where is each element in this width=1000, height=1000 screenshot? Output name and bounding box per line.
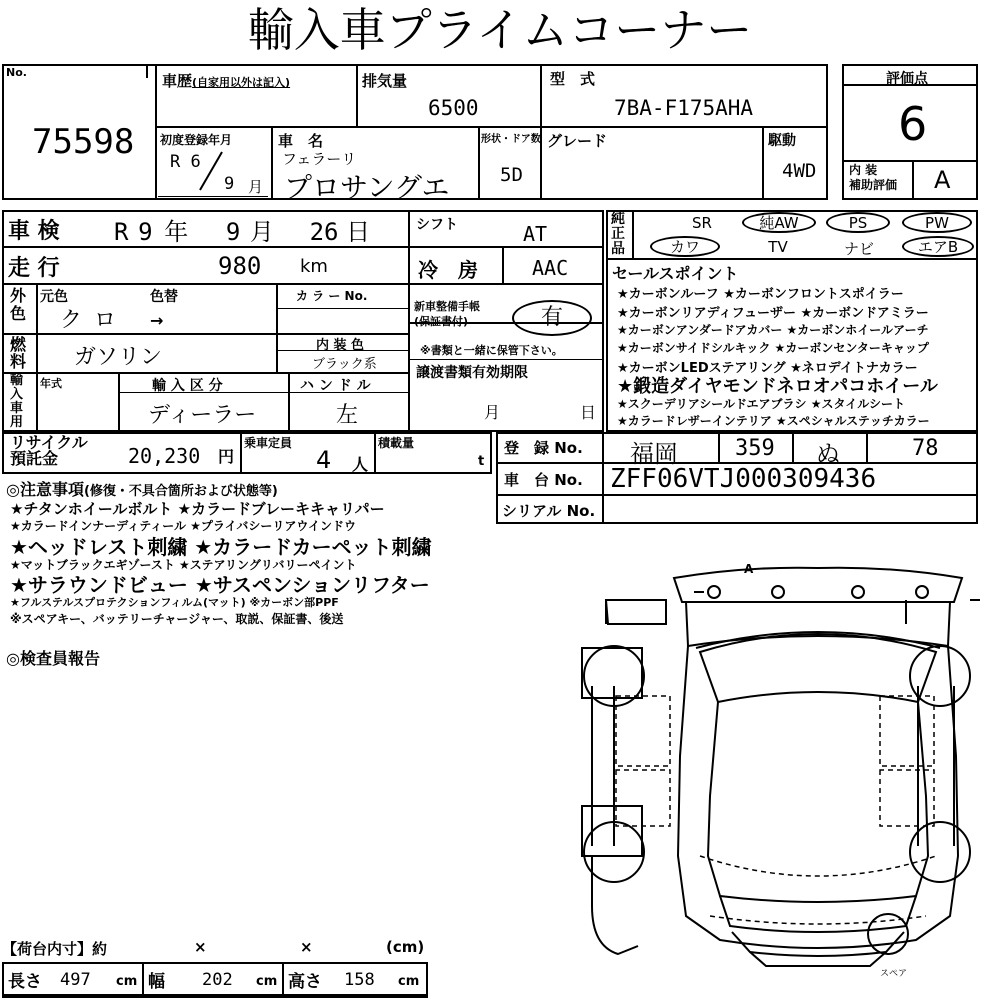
orig-color-value: クロ: [60, 308, 129, 333]
cargo-height: 158: [344, 970, 375, 990]
lot-label: No.: [6, 66, 27, 79]
car-name: プロサングエ: [284, 171, 450, 204]
cargo-label: 【荷台内寸】約: [2, 940, 108, 958]
int-color-label: 内 装 色: [316, 338, 365, 353]
cargo-width-cm: cm: [256, 974, 278, 989]
registration-label: 登 録 No.: [504, 439, 583, 457]
history-label: 車歴: [162, 72, 193, 90]
inspector-label: ◎検査員報告: [6, 649, 100, 668]
color-code-label: カ ラ ー No.: [296, 289, 368, 303]
sales-points-label: セールスポイント: [612, 264, 739, 283]
engine-value: 6500: [428, 96, 479, 120]
equip-alloy-wheel: 純AW: [742, 212, 816, 233]
capacity-label: 乗車定員: [244, 436, 293, 450]
fuel-value: ガソリン: [74, 345, 163, 370]
serial-label: シリアル No.: [502, 502, 596, 520]
import-year-label: 年式: [40, 377, 62, 390]
import-class-label: 輸 入 区 分: [152, 378, 223, 394]
lot-number: 75598: [32, 122, 135, 162]
note-line: ★フルステルスプロテクションフィルム(マット) ※カーボン部PPF: [10, 596, 339, 609]
cargo-length-label: 長さ: [8, 972, 42, 992]
equip-navi: ナビ: [843, 240, 874, 258]
transfer-label: 譲渡書類有効期限: [416, 365, 528, 381]
cargo-x2: ×: [300, 938, 313, 956]
first-reg-month: 9: [224, 174, 235, 194]
color-group: 外色: [10, 286, 27, 323]
sales-point-line: ★カーボンサイドシルキック ★カーボンセンターキャップ: [617, 341, 929, 355]
cargo-unit: (cm): [386, 938, 425, 956]
first-reg-month-unit: 月: [248, 178, 264, 196]
cargo-x1: ×: [194, 938, 207, 956]
load-unit: t: [478, 454, 485, 469]
spare-label: スペア: [880, 969, 908, 979]
registration-number: 78: [912, 436, 939, 461]
sales-point-line: ★カーボンルーフ ★カーボンフロントスポイラー: [617, 287, 904, 302]
mileage-value: 980: [218, 252, 262, 280]
model-label: 型 式: [550, 70, 596, 88]
recycle-value: 20,230: [128, 444, 201, 468]
manual-value: 有: [512, 300, 592, 336]
note-line: ★マットブラックエギゾースト ★ステアリングリバリーペイント: [10, 558, 357, 572]
change-color-label: 色替: [150, 289, 178, 305]
note-line: ※スペアキー、バッテリーチャージャー、取説、保証書、後送: [10, 612, 344, 626]
registration-class: 359: [735, 436, 775, 461]
cargo-width: 202: [202, 970, 233, 990]
transfer-day: 日: [580, 403, 597, 422]
doors-label: 形状・ドア数: [481, 134, 541, 145]
recycle-label: リサイクル 預託金: [10, 433, 88, 468]
first-reg-label: 初度登録年月: [160, 133, 233, 147]
note-line: ★カラードインナーディティール ★プライバシーリアウインドウ: [10, 519, 356, 533]
equip-sr: SR: [692, 214, 712, 232]
capacity-value: 4: [316, 446, 332, 474]
interior-grade-label: 内 装 補助評価: [849, 163, 898, 192]
equip-power-window: PW: [902, 212, 972, 233]
mileage-label: 走 行: [8, 256, 60, 281]
capacity-unit: 人: [352, 455, 369, 474]
equip-airbag: エアB: [902, 236, 974, 257]
car-name-label: 車 名: [278, 132, 324, 150]
note-line: ★チタンホイールボルト ★カラードブレーキキャリパー: [10, 500, 385, 518]
import-class-value: ディーラー: [148, 403, 257, 428]
first-reg-era: R 6: [170, 152, 201, 172]
cargo-height-label: 高さ: [288, 972, 322, 992]
car-maker: フェラーリ: [282, 150, 357, 168]
equip-power-steering: PS: [826, 212, 890, 233]
recycle-unit: 円: [218, 447, 235, 466]
inspection-date: R 9 年 9 月 26 日: [114, 218, 371, 246]
shift-value: AT: [523, 222, 548, 246]
chassis-value: ZFF06VTJ000309436: [610, 464, 877, 494]
engine-label: 排気量: [362, 72, 408, 90]
notes-header: ◎注意事項(修復・不具合箇所および状態等): [6, 480, 278, 499]
load-label: 積載量: [378, 436, 415, 450]
handle-label: ハ ン ド ル: [300, 378, 371, 394]
orig-color-label: 元色: [40, 289, 68, 305]
inspection-label: 車 検: [8, 219, 60, 244]
import-group: 輸入車用: [10, 373, 24, 430]
equip-leather: カワ: [650, 236, 720, 257]
shift-label: シフト: [416, 217, 458, 233]
diagram-mark: A: [744, 562, 754, 576]
sales-point-line: ★カーボンアンダードアカバー ★カーボンホイールアーチ: [617, 323, 929, 337]
date-slash: [196, 148, 226, 194]
cargo-length: 497: [60, 970, 91, 990]
int-color-value: ブラック系: [312, 357, 377, 372]
interior-grade-value: A: [934, 166, 951, 194]
aircon-label: 冷 房: [418, 258, 478, 282]
chassis-label: 車 台 No.: [504, 471, 583, 489]
change-arrow: →: [150, 311, 164, 330]
registration-area: 福岡: [630, 440, 678, 468]
car-damage-diagram: [570, 556, 980, 972]
cargo-width-label: 幅: [148, 972, 165, 992]
transfer-month: 月: [484, 403, 501, 422]
drive-value: 4WD: [782, 160, 817, 182]
drive-label: 駆動: [768, 133, 796, 149]
doors-value: 5D: [500, 164, 523, 186]
registration-kana: ぬ: [816, 440, 840, 468]
equip-tv: TV: [768, 238, 788, 256]
fuel-group: 燃料: [10, 335, 27, 371]
handle-value: 左: [336, 403, 359, 428]
model-value: 7BA-F175AHA: [614, 96, 754, 120]
rating-value: 6: [898, 97, 928, 151]
rating-label: 評価点: [886, 71, 928, 87]
sales-point-line: ★カーボンリアディフューザー ★カーボンドアミラー: [617, 306, 929, 321]
sales-point-line: ★スクーデリアシールドエアブラシ ★スタイルシート: [617, 397, 905, 411]
sales-point-line: ★カーボンLEDステアリング ★ネロデイトナカラー: [617, 361, 918, 376]
aircon-value: AAC: [532, 256, 569, 280]
page-title: 輸入車プライムコーナー: [247, 3, 753, 57]
sales-point-line: ★カラードレザーインテリア ★スペシャルステッチカラー: [617, 414, 930, 428]
history-sub: (自家用以外は記入): [192, 76, 291, 89]
manual-note: ※書類と一緒に保管下さい。: [420, 344, 563, 357]
grade-label: グレード: [547, 132, 608, 150]
cargo-length-cm: cm: [116, 974, 138, 989]
note-line: ★ヘッドレスト刺繍 ★カラードカーペット刺繍: [10, 535, 432, 559]
equipment-group: 純正品: [611, 211, 625, 257]
manual-label: 新車整備手帳 (保証書付): [414, 300, 480, 328]
mileage-unit: km: [300, 256, 328, 277]
note-line: ★サラウンドビュー ★サスペンションリフター: [10, 573, 430, 597]
cargo-height-cm: cm: [398, 974, 420, 989]
sales-point-line: ★鍛造ダイヤモンドネロオパコホイール: [617, 376, 938, 397]
